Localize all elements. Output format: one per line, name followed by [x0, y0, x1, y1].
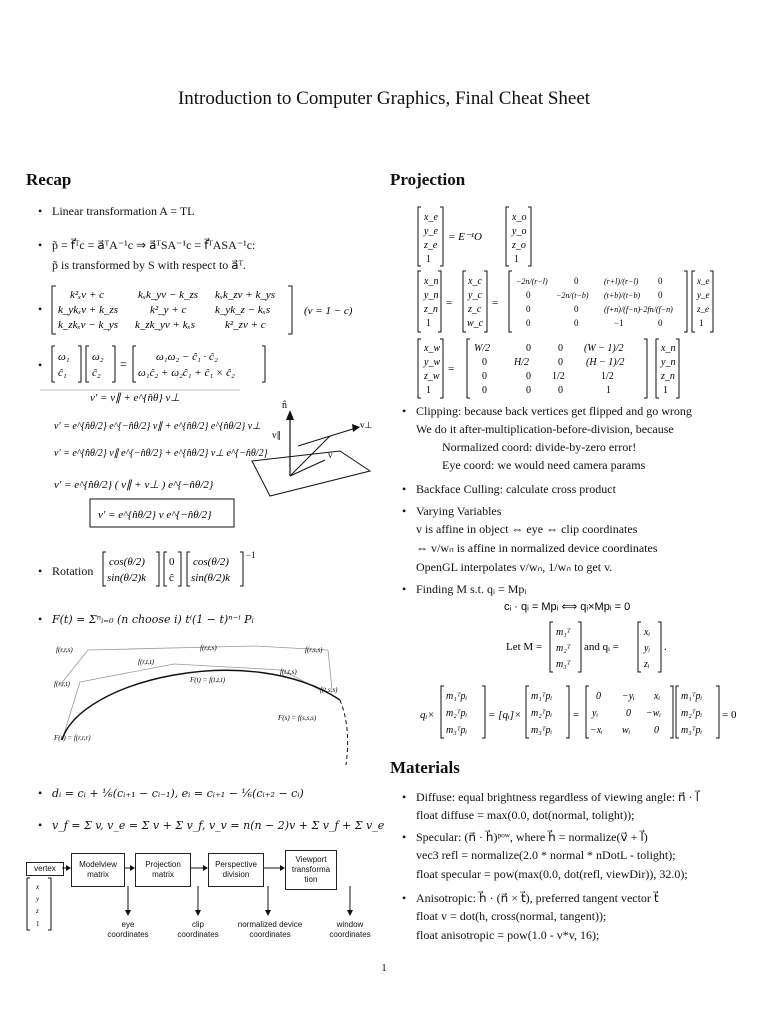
- bz-F-r: F(r) = f(r,r,r): [54, 734, 91, 742]
- bz-f-tss: f(t,s,s): [320, 686, 338, 694]
- findm-cross-lhs: qᵢ×: [420, 709, 435, 721]
- rot-r0c1: kₓk_yv − k_zs: [138, 289, 199, 301]
- svg-text:0: 0: [574, 318, 579, 328]
- rot-r1c2: k_yk_z − kₓs: [215, 304, 271, 316]
- clipping-sub1: We do it after-multiplication-before-division, because: [416, 422, 674, 436]
- bullet-findm: • Finding M s.t. qᵢ = Mpᵢ: [402, 582, 527, 596]
- hw-line2: v′ = e^{n̂θ/2} v∥ e^{−n̂θ/2} + e^{n̂θ/2} v⊥ e^{−n̂θ/2}: [54, 448, 268, 459]
- svg-text:x: x: [36, 883, 40, 891]
- diffuse-text: Diffuse: equal brightness regardless of viewing angle: n⃗ · l⃗: [416, 790, 699, 804]
- quat-mult: [50, 344, 270, 384]
- handwritten-derivation: [40, 386, 380, 534]
- svg-text:0: 0: [482, 371, 487, 382]
- rot-r1c1: k²_y + c: [150, 304, 187, 316]
- rot-q2a: 0: [169, 556, 175, 568]
- quat-r1: ω₁ω₂ − ĉ₁ · ĉ₂: [156, 351, 218, 363]
- svg-text:v∥: v∥: [272, 430, 281, 440]
- svg-text:m₃ᵀ: m₃ᵀ: [556, 659, 571, 670]
- clipping-sub3: Eye coord: we would need camera params: [442, 458, 646, 472]
- hw-line0: v′ = v∥ + e^{n̂θ} v⊥: [90, 392, 180, 404]
- rotation-vector-diagram: [252, 400, 373, 496]
- bezier-blossom-diagram: [50, 640, 360, 770]
- svg-text:m₁ᵀpᵢ: m₁ᵀpᵢ: [446, 691, 468, 702]
- svg-text:zᵢ: zᵢ: [644, 659, 650, 670]
- bullet-ptilde: • p̃ = f⃗ᵀc = a⃗ᵀA⁻¹c ⇒ a⃗ᵀSA⁻¹c = f⃗ᵀASA⁻¹c:: [38, 238, 256, 252]
- d-formula: dᵢ = cᵢ + ⅙(cᵢ₊₁ − cᵢ₋₁), eᵢ = cᵢ₊₁ − ⅙(cᵢ₊₂ − cᵢ): [52, 787, 304, 800]
- findm-equations: [416, 596, 746, 746]
- stage-viewport: Viewport transforma tion: [285, 850, 337, 890]
- diffuse-code: float diffuse = max(0.0, dot(normal, tolight));: [416, 808, 635, 822]
- svg-text:=: =: [573, 709, 580, 721]
- svg-text:xᵢ: xᵢ: [654, 691, 661, 702]
- quat-l1b: ĉ₁: [58, 367, 67, 379]
- svg-text:x_e: x_e: [697, 276, 710, 286]
- svg-text:m₁ᵀ: m₁ᵀ: [556, 627, 571, 638]
- svg-text:−2n/(t−b): −2n/(t−b): [556, 291, 589, 300]
- rotation-label: Rotation: [52, 564, 94, 578]
- svg-text:x_n: x_n: [424, 276, 439, 287]
- bz-f-rts: f(r,t,s): [200, 644, 217, 652]
- svg-text:H/2: H/2: [514, 357, 529, 368]
- rot-note: (v = 1 − c): [304, 305, 353, 317]
- page-title: Introduction to Computer Graphics, Final Cheat Sheet: [177, 88, 591, 109]
- svg-text:0: 0: [654, 725, 659, 736]
- findm-let: Let M =: [506, 641, 543, 653]
- eq-eye-object: [416, 206, 546, 268]
- svg-text:v⊥: v⊥: [360, 420, 373, 430]
- output-ndc: normalized device coordinates: [237, 920, 303, 939]
- output-eye: eye coordinates: [107, 920, 149, 939]
- svg-text:0: 0: [526, 290, 531, 300]
- bullet-bezier: • F(t) = Σⁿᵢ₌₀ (n choose i) tⁱ(1 − t)ⁿ⁻ⁱ Pᵢ: [38, 612, 254, 626]
- svg-text:1: 1: [426, 254, 431, 265]
- svg-text:wᵢ: wᵢ: [622, 725, 631, 736]
- findm-mid: = [qᵢ]×: [488, 709, 522, 721]
- svg-text:1: 1: [514, 254, 519, 265]
- svg-text:x_o: x_o: [512, 212, 527, 223]
- bullet-backface: • Backface Culling: calculate cross product: [402, 482, 616, 496]
- svg-text:−wᵢ: −wᵢ: [646, 708, 661, 719]
- svg-text:y_w: y_w: [424, 357, 441, 368]
- svg-text:z_e: z_e: [424, 240, 438, 251]
- svg-text:0: 0: [574, 276, 579, 286]
- svg-text:0: 0: [558, 357, 563, 368]
- svg-text:y_e: y_e: [697, 290, 710, 300]
- svg-text:0: 0: [626, 708, 631, 719]
- svg-text:.: .: [664, 641, 667, 653]
- bullet-clipping: • Clipping: because back vertices get flipped and go wrong: [402, 404, 692, 418]
- svg-text:1: 1: [606, 385, 611, 396]
- svg-text:x_c: x_c: [468, 276, 482, 287]
- rot-r0c2: kₓk_zv + k_ys: [215, 289, 276, 301]
- clipping-sub2: Normalized coord: divide-by-zero error!: [442, 440, 637, 454]
- svg-text:=: =: [446, 297, 453, 309]
- svg-text:y_o: y_o: [512, 226, 527, 237]
- rot-q1a: cos(θ/2): [109, 556, 145, 568]
- bz-f-rss2: f(r,s,s): [305, 646, 323, 654]
- bullet-linear: • Linear transformation A = TL: [38, 204, 195, 218]
- aniso-code2: float anisotropic = pow(1.0 - v*v, 16);: [416, 928, 600, 942]
- svg-text:m₂ᵀpᵢ: m₂ᵀpᵢ: [531, 708, 553, 719]
- rot-q1b: sin(θ/2)k: [107, 572, 147, 584]
- rot-q3a: cos(θ/2): [193, 556, 229, 568]
- svg-text:z_c: z_c: [468, 304, 482, 315]
- svg-text:0: 0: [526, 318, 531, 328]
- specular-code2: float specular = pow(max(0.0, dot(refl, viewDir)), 32.0);: [416, 867, 688, 881]
- varying-sub2: ⇔ v/wₙ is affine in normalized device coordinates: [416, 541, 658, 555]
- svg-text:−1: −1: [246, 550, 256, 560]
- svg-text:0: 0: [482, 357, 487, 368]
- svg-text:0: 0: [658, 290, 663, 300]
- varying-text: Varying Variables: [416, 504, 502, 518]
- svg-text:1: 1: [663, 385, 668, 396]
- v-formula: v_f = Σ v, v_e = Σ v + Σ v_f, v_v = n(n − 2)v + Σ v_f + Σ v_e: [52, 819, 385, 832]
- svg-text:1/2: 1/2: [601, 371, 614, 382]
- svg-text:m₁ᵀpᵢ: m₁ᵀpᵢ: [531, 691, 553, 702]
- svg-text:yᵢ: yᵢ: [644, 643, 651, 654]
- svg-text:m₃ᵀpᵢ: m₃ᵀpᵢ: [681, 725, 703, 736]
- svg-text:0: 0: [558, 343, 563, 354]
- varying-sub1: v is affine in object ⇔ eye ⇔ clip coordinates: [416, 522, 638, 536]
- svg-text:−xᵢ: −xᵢ: [590, 725, 603, 736]
- svg-text:0: 0: [526, 304, 531, 314]
- rot-q3b: sin(θ/2)k: [191, 572, 231, 584]
- clipping-text: Clipping: because back vertices get flipped and go wrong: [416, 404, 692, 418]
- svg-text:y_c: y_c: [468, 290, 482, 301]
- svg-text:0: 0: [658, 276, 663, 286]
- svg-text:yᵢ: yᵢ: [592, 708, 599, 719]
- bz-f-tts: f(t,t,s): [280, 668, 297, 676]
- svg-text:1/2: 1/2: [552, 371, 565, 382]
- svg-text:0: 0: [526, 385, 531, 396]
- svg-text:(H − 1)/2: (H − 1)/2: [586, 357, 625, 368]
- rotation-quaternion: [100, 548, 270, 590]
- rot-r0c0: k²ₓv + c: [70, 289, 104, 301]
- specular-text: Specular: (n⃗ · h⃗)ᵖᵒʷ, where h⃗ = normalize(v⃗ + l⃗): [416, 830, 648, 844]
- svg-text:y_n: y_n: [424, 290, 439, 301]
- findm-end: = 0: [722, 709, 737, 721]
- svg-text:=: =: [448, 363, 455, 375]
- quat-l2a: ω₂: [92, 351, 104, 363]
- svg-text:0: 0: [526, 371, 531, 382]
- svg-text:0: 0: [596, 691, 601, 702]
- svg-text:1: 1: [699, 318, 704, 328]
- svg-text:x_n: x_n: [661, 343, 676, 354]
- svg-text:z_n: z_n: [424, 304, 438, 315]
- svg-text:y_n: y_n: [661, 357, 676, 368]
- aniso-code1: float v = dot(h, cross(normal, tangent));: [416, 909, 607, 923]
- svg-text:0: 0: [526, 343, 531, 354]
- findm-and: and qᵢ =: [584, 641, 619, 653]
- stage-modelview: Modelview matrix: [71, 853, 125, 887]
- bz-F-s: F(s) = f(s,s,s): [278, 714, 317, 722]
- svg-text:z_o: z_o: [512, 240, 526, 251]
- bullet-varying: • Varying Variables: [402, 504, 502, 518]
- rot-r2c0: k_zkₓv − k_ys: [58, 319, 119, 331]
- eq-ndc-projection: [416, 270, 716, 334]
- linear-text: Linear transformation A = TL: [52, 204, 195, 218]
- rot-r2c2: k²_zv + c: [225, 319, 266, 331]
- svg-text:z_w: z_w: [424, 371, 440, 382]
- bullet-aniso: • Anisotropic: h⃗ · (n⃗ × t⃗), preferred tangent vector t⃗: [402, 891, 659, 905]
- hw-line3: v′ = e^{n̂θ/2} ( v∥ + v⊥ ) e^{−n̂θ/2}: [54, 479, 214, 491]
- svg-text:−yᵢ: −yᵢ: [622, 691, 635, 702]
- svg-text:m₃ᵀpᵢ: m₃ᵀpᵢ: [531, 725, 553, 736]
- svg-text:m₃ᵀpᵢ: m₃ᵀpᵢ: [446, 725, 468, 736]
- svg-text:xᵢ: xᵢ: [644, 627, 651, 638]
- svg-text:m₂ᵀpᵢ: m₂ᵀpᵢ: [446, 708, 468, 719]
- svg-text:m₂ᵀpᵢ: m₂ᵀpᵢ: [681, 708, 703, 719]
- bz-f-rtt: f(r,t,t): [138, 658, 154, 666]
- eq1-mid: = E⁻¹O: [448, 231, 482, 243]
- svg-text:m₁ᵀpᵢ: m₁ᵀpᵢ: [681, 691, 703, 702]
- quat-l1a: ω₁: [58, 351, 70, 363]
- bullet-d-formula: • dᵢ = cᵢ + ⅙(cᵢ₊₁ − cᵢ₋₁), eᵢ = cᵢ₊₁ − ⅙(cᵢ₊₂ − cᵢ): [38, 786, 304, 800]
- svg-text:(r+l)/(r−l): (r+l)/(r−l): [604, 277, 639, 286]
- svg-text:0: 0: [558, 385, 563, 396]
- svg-text:x_w: x_w: [424, 343, 441, 354]
- rot-r2c1: k_zk_yv + kₓs: [135, 319, 196, 331]
- output-window: window coordinates: [329, 920, 371, 939]
- svg-text:−1: −1: [614, 318, 624, 328]
- projection-heading: Projection: [390, 170, 466, 189]
- svg-text:0: 0: [482, 385, 487, 396]
- backface-text: Backface Culling: calculate cross product: [416, 482, 616, 496]
- svg-text:(W − 1)/2: (W − 1)/2: [584, 343, 624, 354]
- varying-sub3: OpenGL interpolates v/wₙ, 1/wₙ to get v.: [416, 560, 613, 574]
- svg-text:y_e: y_e: [424, 226, 438, 237]
- hw-line4: v′ = e^{n̂θ/2} v e^{−n̂θ/2}: [98, 509, 212, 521]
- svg-text:1: 1: [426, 385, 431, 396]
- bullet-specular: • Specular: (n⃗ · h⃗)ᵖᵒʷ, where h⃗ = normalize(v⃗ + l⃗): [402, 830, 648, 844]
- svg-text:(f+n)/(f−n): (f+n)/(f−n): [604, 305, 641, 314]
- rot-q2b: ĉ: [169, 572, 174, 584]
- svg-text:v: v: [328, 450, 333, 460]
- svg-text:z: z: [36, 907, 39, 915]
- stage-projection: Projection matrix: [135, 853, 191, 887]
- svg-text:1: 1: [36, 920, 40, 928]
- bz-f-rrt: f(r,r,t): [54, 680, 70, 688]
- bz-f-rss: f(r,r,s): [56, 646, 73, 654]
- svg-text:z_n: z_n: [661, 371, 675, 382]
- svg-text:0: 0: [574, 304, 579, 314]
- materials-heading: Materials: [390, 758, 460, 777]
- bezier-formula: F(t) = Σⁿᵢ₌₀ (n choose i) tⁱ(1 − t)ⁿ⁻ⁱ Pᵢ: [52, 613, 254, 626]
- rot-r1c0: k_ykₓv + k_zs: [58, 304, 119, 316]
- svg-text:W/2: W/2: [474, 343, 491, 354]
- bullet-diffuse: • Diffuse: equal brightness regardless of viewing angle: n⃗ · l⃗: [402, 790, 699, 804]
- svg-text:w_c: w_c: [467, 318, 484, 329]
- pipeline-input: vertex: [26, 862, 64, 876]
- stage-perspective: Perspective division: [208, 853, 264, 887]
- cheat-sheet-page: Introduction to Computer Graphics, Final Cheat Sheet Recap • Linear transformation A = TL • p̃ = f⃗ᵀc = a⃗ᵀA⁻¹c ⇒ a⃗ᵀSA⁻¹c = f⃗ᵀASA⁻¹c: p̃ is transformed by S with respect to a⃗ᵀ. • k²ₓv + c kₓk_yv − k_zs kₓk_zv + k_ys k_ykₓv + k_zs k²_y + c k_yk_z − kₓs k_zkₓv − k_ys k_zk_yv + kₓs k²_zv + c (v = 1 − c) • ω₁ ĉ₁ ω₂ ĉ₂ = ω₁ω₂ − ĉ₁ · ĉ₂ ω₁ĉ₂ + ω₂ĉ₁ + ĉ₁ × ĉ₂ v′ = v∥ + e^{n̂θ} v⊥ v′ = e^{n̂θ/2} e^{−n̂θ/2} v∥ + e^{n̂θ/2} e^{n̂θ/2} v⊥ v′ = e^{n̂θ/2} v∥ e^{−n̂θ/2} + e^{n̂θ/2} v⊥ e^{−n̂θ/2} v′ = e^{n̂θ/2} ( v∥ + v⊥ ) e^{−n̂θ/2} v′ = e^{n̂θ/2} v e^{−n̂θ/2} n̂ v⊥ v v∥ • Rotation cos(θ/2) sin(θ/2)k 0 ĉ cos(θ/2) sin(θ/2)k −1 • F(t) = Σⁿᵢ₌₀ (n choose i) tⁱ(1 − t)ⁿ⁻ⁱ Pᵢ f(r,r,s) f(r,t,s) f(r,s,s) f(r,t,t) f(t,t,s) f(r,r,t) f(t,s,s) F(t) = f(t,t,t) F(s) = f(s,s,s) F(r) = f(r,r,r) • dᵢ = cᵢ + ⅙(cᵢ₊₁ − cᵢ₋₁), eᵢ = cᵢ₊₁ − ⅙(cᵢ₊₂ − cᵢ) • v_f = Σ v, v_e = Σ v + Σ v_f, v_v = n(n − 2)v + Σ v_f + Σ v_e vertex x y z 1 Modelview matrix Projection matrix Perspective division Viewport transforma tion eye coordinates clip coordinates normalized device coordinates window coordinates Projection x_e y_e z_e 1 = E⁻¹O x_o y_o z_o 1 x_n y_n z_n 1 = x_c y_c z_c w_c = −2n/(r−l) 0 (r+l)/(r−l) 0 0 −2n/(t−b) (t+b)/(t−b) 0 0 0 (f+n)/(f−n) −2fn/(f−n) 0 0 −1 0 x_e y_e z_e 1 x_w y_w z_w 1 = W/2 0 0 (W − 1)/2 0 H/2 0 (H − 1)/2 0 0 1/2 1/2 0 0 0 1 x_n y_n z_n 1 • Clipping: because back vertices get flipped and go wrong We do it after-multiplication-before-division, because Normalized coord: divide-by-zero error! Eye coord: we would need camera params • Backface Culling: calculate cross product • Varying Variables v is affine in object ⇔ eye ⇔ clip coordinates ⇔ v/wₙ is affine in normalized device coordinates OpenGL interpolates v/wₙ, 1/wₙ to get v. • Finding M s.t. qᵢ = Mpᵢ cᵢ · qᵢ = Mpᵢ ⟺ qᵢ×Mpᵢ = 0 Let M = m₁ᵀ m₂ᵀ m₃ᵀ and qᵢ = xᵢ yᵢ zᵢ . qᵢ× m₁ᵀpᵢ m₂ᵀpᵢ m₃ᵀpᵢ = [qᵢ]× m₁ᵀpᵢ m₂ᵀpᵢ m₃ᵀpᵢ = 0 −yᵢ xᵢ yᵢ 0 −wᵢ −xᵢ wᵢ 0 m₁ᵀpᵢ m₂ᵀpᵢ m₃ᵀpᵢ = 0 Materials • Diffuse: equal brightness regardless of viewing angle: n⃗ · l⃗ float diffuse = max(0.0, dot(normal, tolight)); • Specular: (n⃗ · h⃗)ᵖᵒʷ, where h⃗ = normalize(v⃗ + l⃗) vec3 refl = normalize(2.0 * normal * nDotL - tolight); float specular = pow(max(0.0, dot(refl, viewDir)), 32.0); • Anisotropic: h⃗ · (n⃗ × t⃗), preferred tangent vector t⃗ float v = dot(h, cross(normal, tangent)); float anisotropic = pow(1.0 - v*v, 16); 1: [0, 0, 768, 1024]
- quat-l2b: ĉ₂: [92, 367, 101, 379]
- svg-text:m₂ᵀ: m₂ᵀ: [556, 643, 571, 654]
- svg-text:−2n/(r−l): −2n/(r−l): [516, 277, 548, 286]
- findm-text: Finding M s.t. qᵢ = Mpᵢ: [416, 582, 527, 596]
- eq-viewport: [416, 338, 686, 400]
- svg-text:0: 0: [658, 318, 663, 328]
- svg-text:z_e: z_e: [697, 304, 709, 314]
- recap-heading: Recap: [26, 170, 72, 189]
- ptilde-line1: p̃ = f⃗ᵀc = a⃗ᵀA⁻¹c ⇒ a⃗ᵀSA⁻¹c = f⃗ᵀASA⁻¹c:: [52, 238, 256, 252]
- svg-text:n̂: n̂: [282, 400, 287, 411]
- svg-text:−2fn/(f−n): −2fn/(f−n): [638, 305, 673, 314]
- svg-text:(t+b)/(t−b): (t+b)/(t−b): [604, 291, 641, 300]
- page-number: 1: [381, 962, 387, 974]
- aniso-text: Anisotropic: h⃗ · (n⃗ × t⃗), preferred tangent vector t⃗: [416, 891, 659, 905]
- bz-F-t: F(t) = f(t,t,t): [190, 676, 226, 684]
- findm-eq1: cᵢ · qᵢ = Mpᵢ ⟺ qᵢ×Mpᵢ = 0: [504, 601, 631, 613]
- svg-text:1: 1: [426, 318, 431, 329]
- rotation-matrix: [50, 284, 370, 336]
- ptilde-line2: p̃ is transformed by S with respect to a⃗ᵀ.: [52, 258, 247, 272]
- hw-line1: v′ = e^{n̂θ/2} e^{−n̂θ/2} v∥ + e^{n̂θ/2} e^{n̂θ/2} v⊥: [54, 421, 261, 432]
- output-clip: clip coordinates: [177, 920, 219, 939]
- bullet-v-formula: • v_f = Σ v, v_e = Σ v + Σ v_f, v_v = n(n − 2)v + Σ v_f + Σ v_e: [38, 818, 385, 832]
- quat-r2: ω₁ĉ₂ + ω₂ĉ₁ + ĉ₁ × ĉ₂: [138, 367, 235, 379]
- svg-text:=: =: [492, 297, 499, 309]
- specular-code1: vec3 refl = normalize(2.0 * normal * nDotL - tolight);: [416, 848, 676, 862]
- svg-text:=: =: [120, 357, 127, 371]
- bullet-rotation: • Rotation: [38, 564, 94, 578]
- svg-text:y: y: [36, 895, 40, 903]
- svg-text:x_e: x_e: [424, 212, 438, 223]
